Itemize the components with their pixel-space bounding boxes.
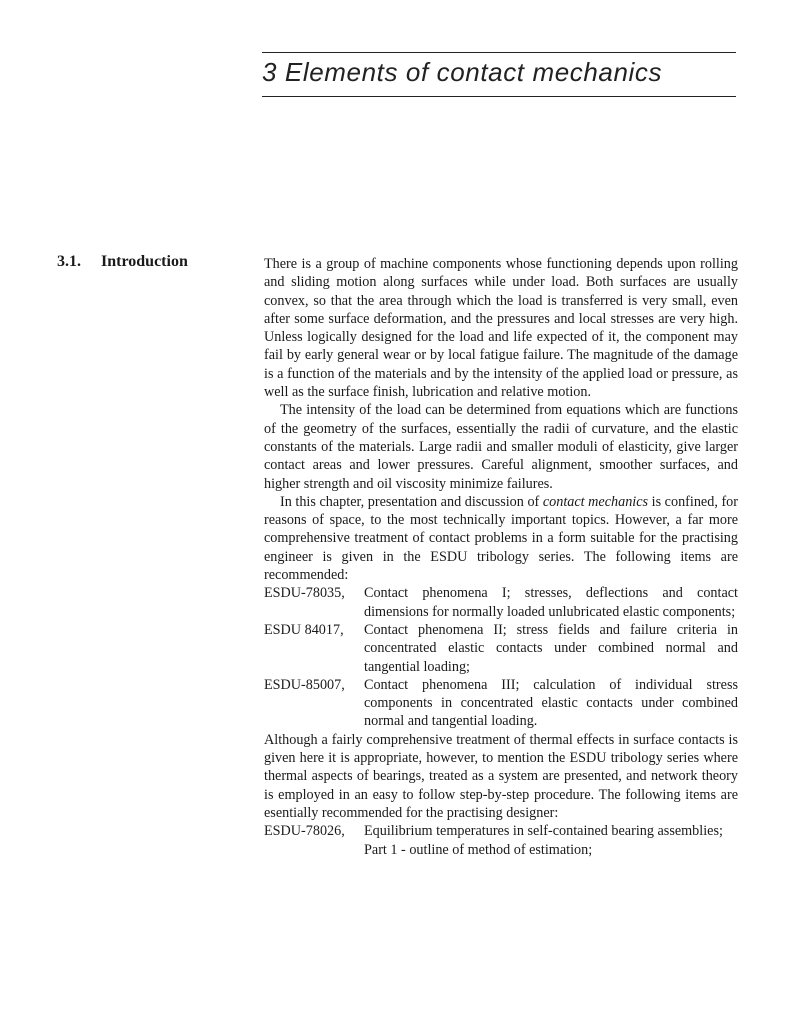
reference-description: Contact phenomena II; stress fields and failure criteria in concentrated elastic contacts under combined normal and tangential loading; [364, 621, 738, 675]
reference-code: ESDU-85007, [264, 676, 345, 693]
section-heading [57, 253, 188, 271]
section-title: Introduction [101, 253, 188, 270]
paragraph-2: The intensity of the load can be determined from equations which are functions of the geometry of the surfaces, essentially the radii of curvature, and the elastic constants of the materials. Large radii and smaller moduli of elasticity, give larger contact areas and lower pressures. Careful alignment, smoother surfaces, and higher strength and oil viscosity minimize failures. [264, 402, 738, 492]
body-text [264, 255, 738, 859]
term-contact-mechanics: contact mechanics [542, 493, 649, 510]
paragraph-3-text-b: is confined, for reasons of space, to the most technically important topics. However, a far more comprehensive treatment of contact problems in a form suitable for the practising engineer is given in the ESDU tribology series. The following items are recommended: [264, 493, 738, 584]
reference-description: Equilibrium temperatures in self-contained bearing assemblies; [364, 823, 723, 840]
reference-description: Contact phenomena III; calculation of individual stress components in concentrated elastic contacts under combined normal and tangential loading. [364, 676, 738, 730]
chapter-title: 3 Elements of contact mechanics [262, 57, 663, 87]
section-number: 3.1. [57, 253, 81, 270]
reference-description: Contact phenomena I; stresses, deflections and contact dimensions for normally loaded unlubricated elastic components; [364, 585, 738, 620]
reference-code: ESDU-78035, [264, 585, 345, 602]
paragraph-3-text-a: In this chapter, presentation and discussion of [280, 493, 543, 510]
reference-code: ESDU 84017, [264, 621, 344, 638]
paragraph-1: There is a group of machine components whose functioning depends upon rolling and sliding motion along surfaces while under load. Both surfaces are usually convex, so that the area through which the load is transferred is very small, even after some surface deformation, and the pressures and local stresses are very high. Unless logically designed for the load and life expected of it, the component may fail by early general wear or by local fatigue failure. The magnitude of the damage is a function of the materials and by the intensity of the applied load or pressure, as well as the surface finish, lubrication and relative motion. [264, 256, 738, 401]
chapter-bottom-rule [262, 96, 736, 97]
reference-code: ESDU-78026, [264, 823, 345, 840]
paragraph-3 [264, 493, 738, 584]
thermal-reference-item [264, 822, 738, 840]
reference-item [264, 584, 738, 621]
chapter-top-rule [262, 52, 736, 53]
reference-item [264, 621, 738, 676]
reference-sub-item: Part 1 - outline of method of estimation; [364, 841, 593, 858]
paragraph-4: Although a fairly comprehensive treatment of thermal effects in surface contacts is given here it is appropriate, however, to mention the ESDU tribology series where thermal aspects of bearings, treated as a system are presented, and network theory is employed in an easy to follow step-by-step procedure. The following items are esentially recommended for the practising designer: [264, 731, 738, 821]
reference-item [264, 676, 738, 731]
